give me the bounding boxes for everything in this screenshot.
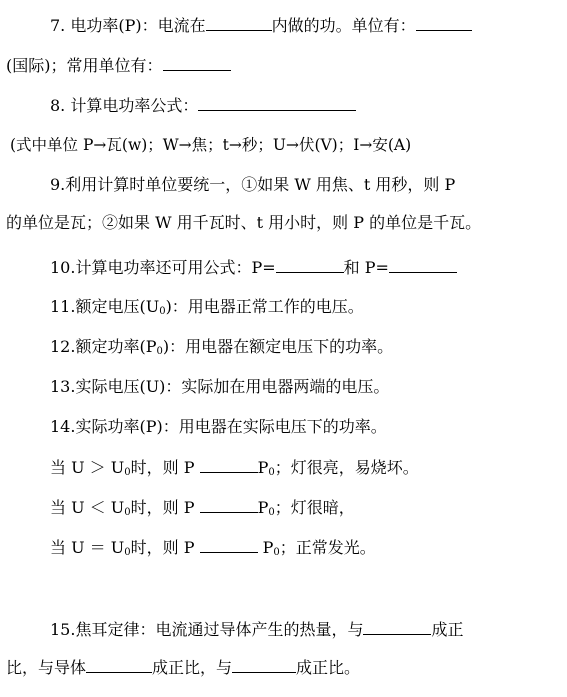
item-13-text: 13.实际电压(U)：实际加在用电器两端的电压。 <box>50 377 390 396</box>
item-12-text-b: )：用电器在额定电压下的功率。 <box>162 337 394 356</box>
case-text-d: ；灯很暗， <box>274 498 355 517</box>
item-8-blank[interactable] <box>198 94 356 111</box>
case-text-a: 当 U ＜ U <box>50 498 125 517</box>
item-15-line-2 <box>6 656 360 678</box>
item-11-subscript: 0 <box>159 306 166 317</box>
item-11-text-b: )：用电器正常工作的电压。 <box>165 297 364 316</box>
case-text-b: 时，则 P <box>130 458 195 477</box>
case-text-c: P <box>257 498 269 517</box>
item-10-blank-2[interactable] <box>389 256 457 273</box>
item-12-text-a: 12.额定功率(P <box>50 337 157 356</box>
item-7-text-c: (国际)；常用单位有： <box>6 56 163 75</box>
case-text-a: 当 U ＝ U <box>50 538 125 557</box>
case-greater-line <box>50 456 419 478</box>
item-7-text-a: 7. 电功率(P)：电流在 <box>50 16 206 35</box>
item-14-line <box>50 416 387 438</box>
case-text-b: 时，则 P <box>130 538 195 557</box>
item-11-text-a: 11.额定电压(U <box>50 297 160 316</box>
item-7-text-b: 内做的功。单位有： <box>271 16 416 35</box>
case-equal-line <box>50 536 376 558</box>
case-text-d: ；正常发光。 <box>279 538 376 557</box>
item-12-subscript: 0 <box>156 346 163 357</box>
case-text-a: 当 U ＞ U <box>50 458 125 477</box>
item-15-text-c: 比，与导体 <box>6 658 87 677</box>
item-7-blank-1[interactable] <box>206 14 272 31</box>
case-subscript: 0 <box>124 467 131 478</box>
item-8-units-note: (式中单位 P→瓦(w)；W→焦；t→秒；U→伏(V)；I→安(A) <box>10 136 412 154</box>
item-14-text: 14.实际功率(P)：用电器在实际电压下的功率。 <box>50 417 387 436</box>
item-15-text-a: 15.焦耳定律：电流通过导体产生的热量，与 <box>50 620 364 639</box>
item-8-line-2 <box>10 134 411 156</box>
case-less-line <box>50 496 355 518</box>
case-greater-blank[interactable] <box>200 456 258 473</box>
item-11-line <box>50 296 364 318</box>
case-subscript: 0 <box>124 507 131 518</box>
item-15-text-d: 成正比，与 <box>152 658 233 677</box>
item-10-line <box>50 256 457 278</box>
item-10-text-a: 10.计算电功率还可用公式：P= <box>50 258 276 277</box>
item-15-blank-1[interactable] <box>363 618 431 635</box>
item-12-line <box>50 336 393 358</box>
item-15-line-1 <box>50 618 463 640</box>
item-7-blank-3[interactable] <box>163 54 231 71</box>
case-subscript: 0 <box>268 467 275 478</box>
item-9-text-2: 的单位是瓦；②如果 W 用千瓦时、t 用小时，则 P 的单位是千瓦。 <box>6 213 482 232</box>
item-7-line-2 <box>6 54 231 76</box>
case-text-c: P <box>262 538 274 557</box>
item-9-text-1: 9.利用计算时单位要统一，①如果 W 用焦、t 用秒，则 P <box>50 175 456 194</box>
item-7-blank-2[interactable] <box>416 14 472 31</box>
item-15-text-b: 成正 <box>431 620 464 639</box>
item-15-blank-2[interactable] <box>86 656 152 673</box>
case-subscript: 0 <box>273 547 280 558</box>
case-subscript: 0 <box>268 507 275 518</box>
case-less-blank[interactable] <box>200 496 258 513</box>
item-13-line <box>50 376 389 398</box>
case-text-b: 时，则 P <box>130 498 195 517</box>
item-15-text-e: 成正比。 <box>296 658 361 677</box>
item-10-text-b: 和 P= <box>343 258 389 277</box>
item-10-blank-1[interactable] <box>276 256 344 273</box>
case-subscript: 0 <box>124 547 131 558</box>
item-8-line-1 <box>50 94 356 116</box>
item-8-text: 8. 计算电功率公式： <box>50 96 199 115</box>
item-7-line-1 <box>50 14 472 36</box>
item-15-blank-3[interactable] <box>232 656 296 673</box>
item-9-line-1 <box>50 174 455 196</box>
item-9-line-2 <box>6 212 481 234</box>
case-text-c: P <box>257 458 269 477</box>
case-equal-blank[interactable] <box>200 536 258 553</box>
case-text-d: ；灯很亮，易烧坏。 <box>274 458 419 477</box>
